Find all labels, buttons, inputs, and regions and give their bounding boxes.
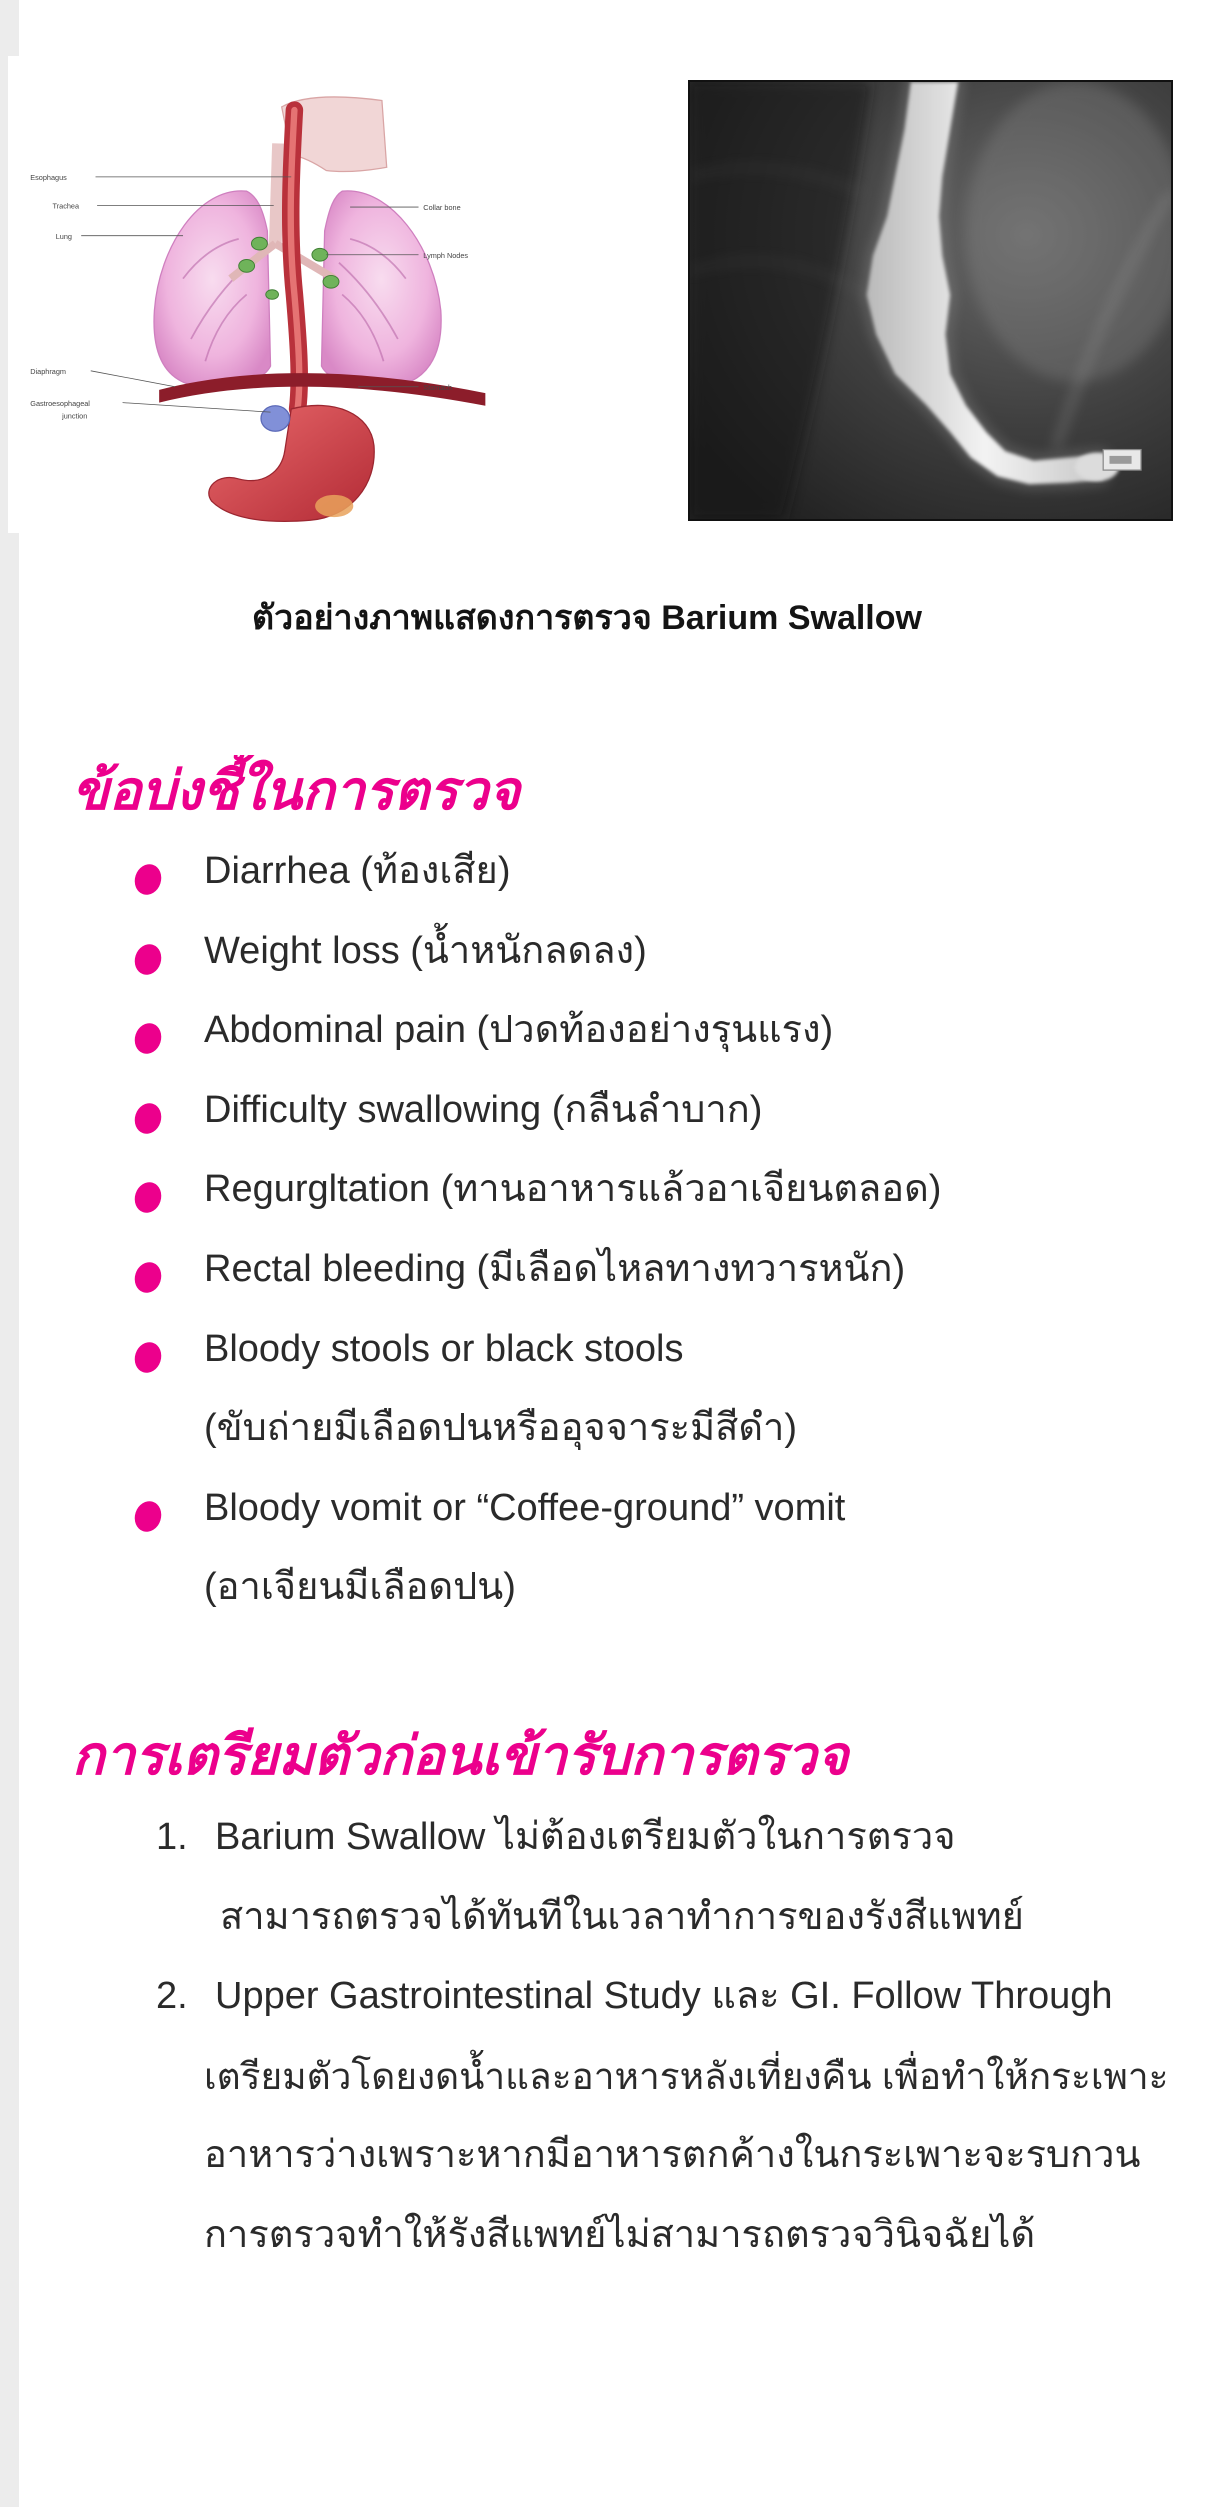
step-text-continued: อาหารว่างเพราะหากมีอาหารตกค้างในกระเพาะจะรบกวน [204,2134,1141,2177]
label-lymph-nodes: Lymph Nodes [423,250,469,260]
indication-item [204,1469,1184,1628]
indication-text: Diarrhea (ท้องเสีย) [204,850,511,892]
xray-marker-inner [1109,456,1131,464]
indication-text: Regurgltation (ทานอาหารแล้วอาเจียนตลอด) [204,1168,942,1211]
bullet-dot-icon [131,1259,165,1297]
lymph-node [312,248,328,261]
indication-text-continued: (อาเจียนมีเลือดปน) [204,1566,516,1609]
indications-list [204,832,1184,1628]
anatomy-illustration [8,56,549,533]
indication-item [204,991,1184,1071]
label-ge-junction-2: junction [62,411,88,421]
indication-item [204,1310,1184,1469]
step-first-line [0,1957,1190,2037]
indications-heading: ข้อบ่งชี้ในการตรวจ [72,761,520,821]
bullet-dot-icon [131,940,165,978]
label-diaphragm: Diaphragm [30,367,66,376]
label-collar-bone: Collar bone [423,203,461,213]
ge-junction-marker [261,406,290,431]
duodenum-shape [315,495,353,517]
label-stomach: Stomach [423,382,453,392]
bullet-dot-icon [131,1020,165,1058]
step-number: 1. [156,1816,188,1858]
anatomy-diagram-svg [8,56,549,533]
indication-item [204,832,1184,912]
xray-svg [690,82,1171,519]
barium-swallow-xray-image [688,80,1173,521]
indication-item [204,1071,1184,1151]
step-text-continued: เตรียมตัวโดยงดน้ำและอาหารหลังเที่ยงคืน เพื่อทำให้กระเพาะ [204,2055,1169,2097]
indication-text: Abdominal pain (ปวดท้องอย่างรุนแรง) [204,1009,834,1052]
label-trachea: Trachea [52,201,80,211]
step-text: Barium Swallow ไม่ต้องเตรียมตัวในการตรวจ [215,1816,956,1858]
indication-item [204,1230,1184,1310]
lymph-node [266,290,279,300]
preparation-steps [0,1798,1190,2276]
indication-text: Weight loss (น้ำหนักลดลง) [204,929,647,972]
left-lung-shape [154,191,271,388]
step-text: Upper Gastrointestinal Study และ GI. Follow Through [215,1975,1113,2018]
step-number: 2. [156,1975,188,2018]
preparation-step [0,1798,1190,1957]
indication-item [204,912,1184,992]
indication-text: Bloody stools or black stools [204,1327,684,1370]
preparation-heading: การเตรียมตัวก่อนเข้ารับการตรวจ [72,1726,849,1786]
step-text-continued: สามารถตรวจได้ทันทีในเวลาทำการของรังสีแพทย์ [220,1895,1024,1938]
indication-text: Rectal bleeding (มีเลือดไหลทางทวารหนัก) [204,1247,906,1290]
bullet-dot-icon [131,1100,165,1138]
preparation-step [0,1957,1190,2275]
lymph-node [239,260,255,273]
bullet-dot-icon [131,1497,165,1535]
label-lung: Lung [55,231,72,241]
trachea-shape [275,143,278,243]
indication-item [204,1150,1184,1230]
lymph-node [323,275,339,288]
bullet-dot-icon [131,861,165,899]
bullet-dot-icon [131,1179,165,1217]
indication-text-continued: (ขับถ่ายมีเลือดปนหรืออุจจาระมีสีดำ) [204,1407,797,1450]
step-first-line [0,1798,1190,1878]
step-text-continued: การตรวจทำให้รังสีแพทย์ไม่สามารถตรวจวินิจฉัยได้ [204,2213,1036,2256]
right-lung-shape [321,191,441,388]
indication-text: Bloody vomit or “Coffee-ground” vomit [204,1486,846,1529]
label-esophagus: Esophagus [30,173,67,183]
lymph-node [251,237,267,250]
label-ge-junction-1: Gastroesophageal [30,398,90,408]
indication-text: Difficulty swallowing (กลืนลำบาก) [204,1088,763,1131]
figure-caption: ตัวอย่างภาพแสดงการตรวจ Barium Swallow [252,599,922,637]
bullet-dot-icon [131,1338,165,1376]
